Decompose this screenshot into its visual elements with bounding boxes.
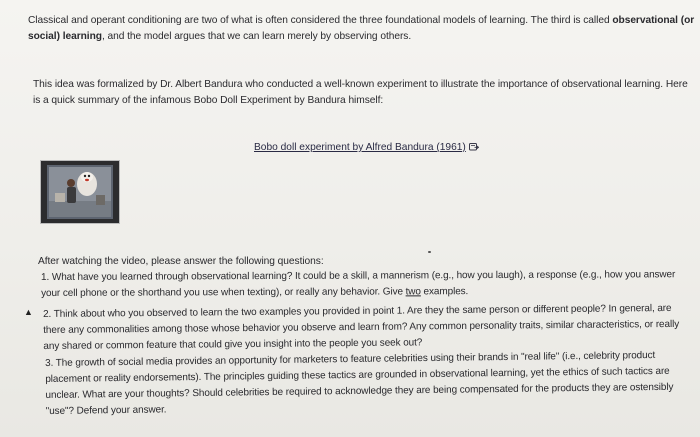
intro-text-start: Classical and operant conditioning are two of what is often considered the three foundational models of learning. The third is called <box>28 15 613 26</box>
stray-mark <box>428 251 431 253</box>
instructions-text: After watching the video, please answer the following questions: <box>38 256 324 267</box>
intro-paragraph <box>28 13 700 45</box>
question-3: 3. The growth of social media provides an opportunity for marketers to feature celebrities using their brands in "real life" (i.e., celebrity product placement or reality endorsements). The principles guiding these tactics are grounded in observational learning, yet the ethics of such tactics are unclear. What are your thoughts? Should celebrities be required to acknowledge they are being compensated for the products they are ostensibly "use"? Defend your answer. <box>45 350 674 417</box>
question-1-text-end: examples. <box>420 286 469 298</box>
cursor-icon: ▲ <box>24 307 33 317</box>
bandura-paragraph: This idea was formalized by Dr. Albert Bandura who conducted a well-known experiment to illustrate the importance of observational learning. Here is a quick summary of the infamous Bobo Doll Experiment by Bandura himself: <box>33 79 688 106</box>
question-1-text-start: 1. What have you learned through observational learning? It could be a skill, a mannerism (e.g., how you laugh), a response (e.g., how you answer your cell phone or the shorthand you use when texting), or really any behavior. Give <box>41 269 676 299</box>
intro-bold-term: observational (or social) learning <box>28 15 695 42</box>
video-thumbnail-image <box>41 161 119 223</box>
video-link[interactable]: Bobo doll experiment by Alfred Bandura (1961) <box>254 142 466 153</box>
intro-text-end: , and the model argues that we can learn merely by observing others. <box>101 31 412 42</box>
question-1 <box>41 267 681 302</box>
video-thumbnail[interactable] <box>40 160 120 224</box>
question-2: 2. Think about who you observed to learn the two examples you provided in point 1. Are they the same person or different people? In general, are there any commonalities among those whose behavior you observe and learn from? Any common personality traits, similar characteristics, or really any shared or common feature that could give you insight into the people you seek out? <box>43 302 680 352</box>
external-link-icon[interactable] <box>469 143 479 151</box>
question-1-underlined: two <box>405 286 421 298</box>
video-link-line <box>254 140 479 156</box>
